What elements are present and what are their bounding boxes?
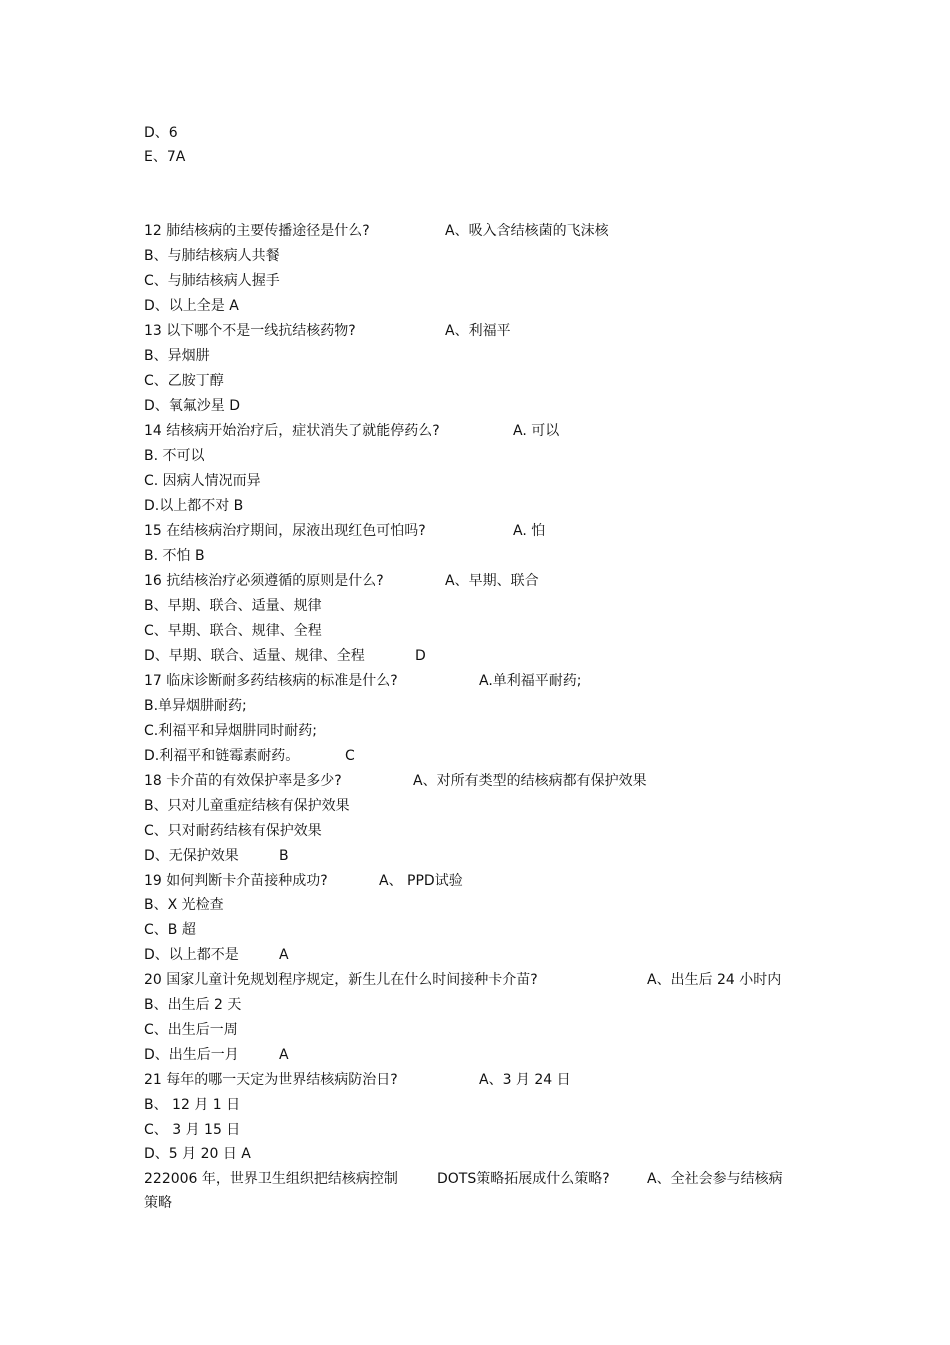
text-line	[144, 647, 426, 665]
text-line	[144, 896, 224, 914]
text-line	[144, 1096, 240, 1114]
line-text: 21 每年的哪一天定为世界结核病防治日?	[144, 1072, 398, 1088]
line-tail-text: D	[415, 648, 426, 664]
line-text: C、 3 月 15 日	[144, 1122, 241, 1138]
text-line	[144, 1021, 238, 1039]
line-text: D、5 月 20 日 A	[144, 1146, 251, 1162]
line-tail-text: A、出生后 24 小时内	[647, 972, 782, 988]
line-text: B、X 光检查	[144, 897, 224, 913]
text-line	[144, 272, 280, 290]
line-text: B、出生后 2 天	[144, 997, 242, 1013]
line-text: B、早期、联合、适量、规律	[144, 598, 322, 614]
line-text: C、与肺结核病人握手	[144, 273, 280, 289]
line-tail-text: A.单利福平耐药;	[479, 673, 582, 689]
text-line	[144, 1145, 251, 1163]
line-text: C、早期、联合、规律、全程	[144, 623, 322, 639]
line-text: D、以上都不是	[144, 947, 239, 963]
text-line	[144, 1071, 571, 1089]
line-text: C、出生后一周	[144, 1022, 238, 1038]
line-tail-text: A、全社会参与结核病	[647, 1171, 783, 1187]
line-text: 20 国家儿童计免规划程序规定，新生儿在什么时间接种卡介苗?	[144, 972, 538, 988]
line-text: D.以上都不对 B	[144, 498, 244, 514]
text-line	[144, 124, 178, 142]
line-text: C、乙胺丁醇	[144, 373, 224, 389]
line-text: B、与肺结核病人共餐	[144, 248, 280, 264]
text-line	[144, 872, 463, 890]
line-text: D、出生后一月	[144, 1047, 239, 1063]
line-text: E、7A	[144, 149, 186, 165]
line-text: B. 不可以	[144, 448, 205, 464]
text-line	[144, 447, 205, 465]
text-line	[144, 1046, 289, 1064]
line-text: C. 因病人情况而异	[144, 473, 261, 489]
text-line	[144, 921, 196, 939]
line-text: C、B 超	[144, 922, 196, 938]
text-line	[144, 297, 239, 315]
line-text: 222006 年，世界卫生组织把结核病控制	[144, 1171, 398, 1187]
line-text: 14 结核病开始治疗后，症状消失了就能停药么?	[144, 423, 440, 439]
line-text: 19 如何判断卡介苗接种成功?	[144, 873, 328, 889]
text-line	[144, 697, 247, 715]
line-text: 18 卡介苗的有效保护率是多少?	[144, 773, 342, 789]
text-line	[144, 222, 609, 240]
line-text: 策略	[144, 1195, 172, 1211]
text-line	[144, 971, 782, 989]
text-line	[144, 847, 289, 865]
line-text: D、6	[144, 125, 178, 141]
text-line	[144, 422, 560, 440]
text-line	[144, 472, 261, 490]
text-line	[144, 522, 546, 540]
text-line	[144, 347, 210, 365]
text-line	[144, 622, 322, 640]
line-tail-text: A、对所有类型的结核病都有保护效果	[413, 773, 647, 789]
line-middle-text: DOTS策略拓展成什么策略?	[437, 1171, 610, 1187]
line-text: 12 肺结核病的主要传播途径是什么?	[144, 223, 370, 239]
line-tail-text: A. 可以	[513, 423, 560, 439]
line-text: D、氧氟沙星 D	[144, 398, 241, 414]
line-text: C、只对耐药结核有保护效果	[144, 823, 322, 839]
line-tail-text: A、3 月 24 日	[479, 1072, 571, 1088]
line-tail-text: A、利福平	[445, 323, 511, 339]
line-text: C.利福平和异烟肼同时耐药;	[144, 723, 317, 739]
text-line	[144, 497, 243, 515]
line-text: 16 抗结核治疗必须遵循的原则是什么?	[144, 573, 384, 589]
line-text: D.利福平和链霉素耐药。	[144, 748, 300, 764]
text-line	[144, 148, 185, 166]
line-text: B、只对儿童重症结核有保护效果	[144, 798, 350, 814]
text-line	[144, 1121, 240, 1139]
line-text: B、异烟肼	[144, 348, 210, 364]
line-tail-text: A、早期、联合	[445, 573, 539, 589]
text-line	[144, 1170, 783, 1188]
text-line	[144, 322, 511, 340]
text-line	[144, 747, 355, 765]
text-line	[144, 572, 539, 590]
line-text: B、 12 月 1 日	[144, 1097, 241, 1113]
text-line	[144, 797, 350, 815]
text-line	[144, 397, 240, 415]
text-line	[144, 996, 241, 1014]
line-tail-text: A	[279, 947, 289, 963]
text-line	[144, 672, 582, 690]
line-tail-text: A	[279, 1047, 289, 1063]
line-tail-text: A、 PPD试验	[379, 873, 463, 889]
line-tail-text: A、吸入含结核菌的飞沫核	[445, 223, 609, 239]
line-text: D、早期、联合、适量、规律、全程	[144, 648, 365, 664]
line-text: D、以上全是 A	[144, 298, 239, 314]
line-text: 17 临床诊断耐多药结核病的标准是什么?	[144, 673, 398, 689]
line-tail-text: A. 怕	[513, 523, 546, 539]
text-line	[144, 772, 647, 790]
line-tail-text: C	[345, 748, 355, 764]
text-line	[144, 597, 322, 615]
line-tail-text: B	[279, 848, 289, 864]
line-text: D、无保护效果	[144, 848, 239, 864]
text-line	[144, 372, 224, 390]
text-line	[144, 822, 322, 840]
line-text: 15 在结核病治疗期间，尿液出现红色可怕吗?	[144, 523, 426, 539]
line-text: 13 以下哪个不是一线抗结核药物?	[144, 323, 356, 339]
text-line	[144, 722, 317, 740]
text-line	[144, 547, 205, 565]
text-line	[144, 946, 289, 964]
line-text: B.单异烟肼耐药;	[144, 698, 247, 714]
line-text: B. 不怕 B	[144, 548, 205, 564]
text-line	[144, 247, 280, 265]
text-line	[144, 1194, 172, 1212]
